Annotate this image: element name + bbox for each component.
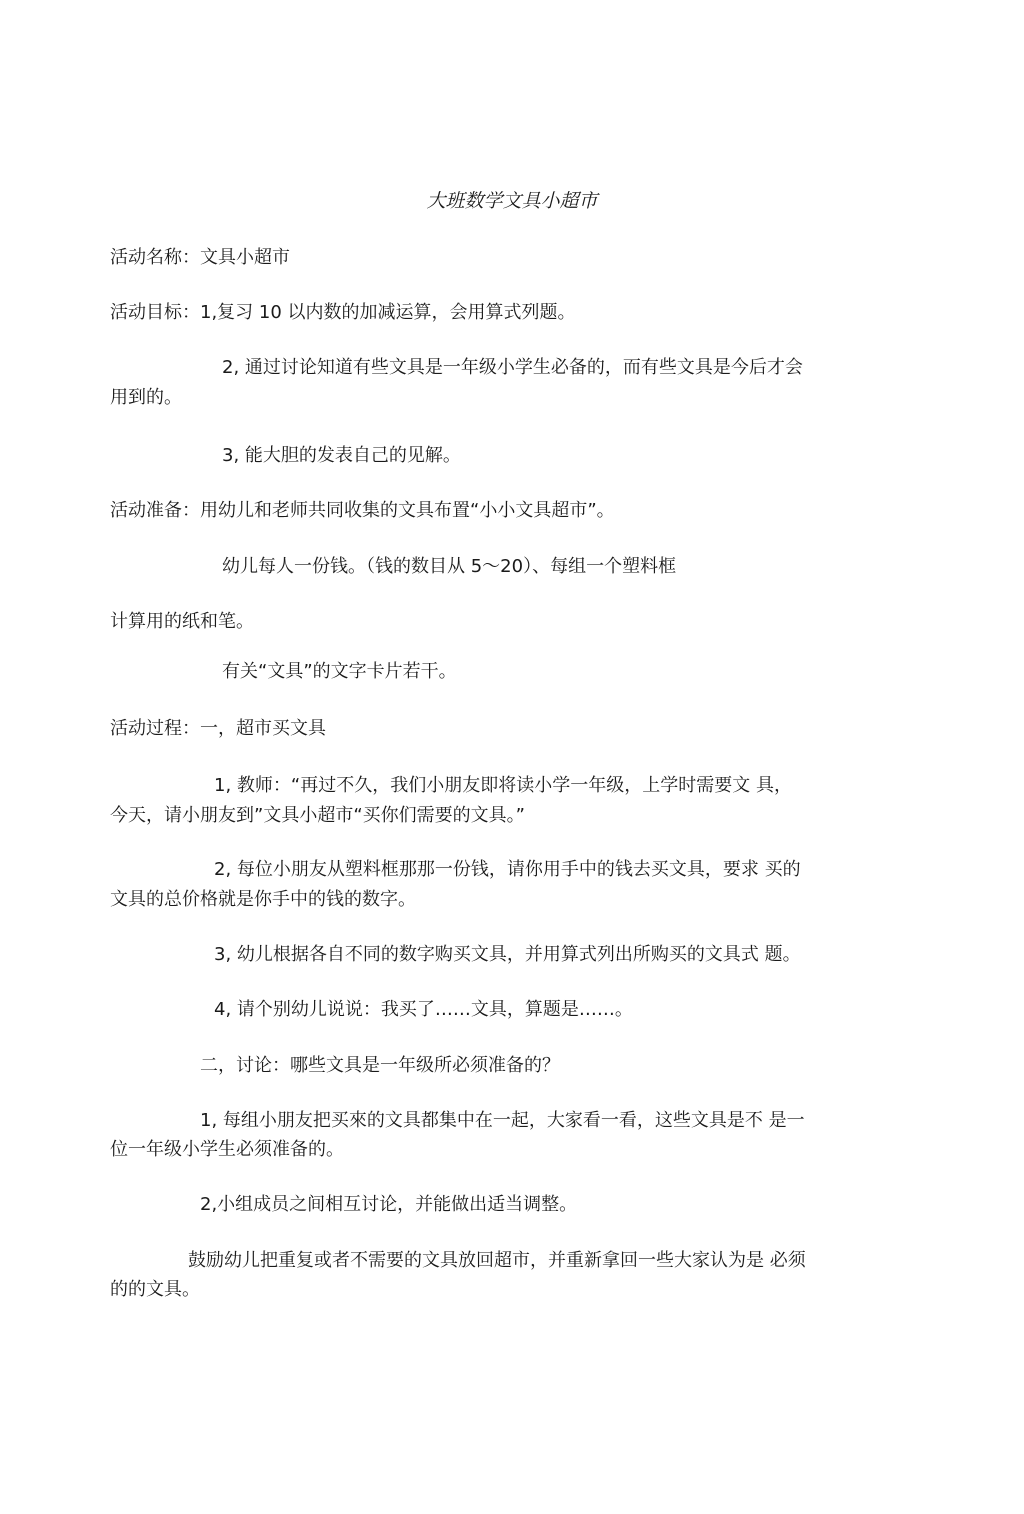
step-2-line1: 2, 每位小朋友从塑料框那那一份钱，请你用手中的钱去买文具，要求 买的: [214, 859, 801, 880]
process-heading: 活动过程：一，超市买文具: [110, 718, 326, 739]
goal-3: 3, 能大胆的发表自己的见解。: [222, 445, 461, 466]
step-1-line1: 1, 教师：“再过不久，我们小朋友即将读小学一年级，上学时需要文 具，: [214, 775, 792, 796]
discuss-1-line1: 1, 每组小朋友把买來的文具都集中在一起，大家看一看，这些文具是不 是一: [200, 1110, 805, 1131]
encourage-line1: 鼓励幼儿把重复或者不需要的文具放回超市，并重新拿回一些大家认为是 必须: [188, 1250, 806, 1271]
goal-1: 活动目标：1,复习 10 以内数的加减运算，会用算式列题。: [110, 302, 576, 323]
discuss-heading: 二，讨论：哪些文具是一年级所必须准备的？: [200, 1055, 560, 1076]
step-4: 4, 请个别幼儿说说：我买了……文具，算题是……。: [214, 999, 633, 1020]
document-title: 大班数学文具小超市: [426, 190, 598, 212]
step-2-line2: 文具的总价格就是你手中的钱的数字。: [110, 889, 416, 910]
goal-2-line1: 2, 通过讨论知道有些文具是一年级小学生必备的，而有些文具是今后才会: [222, 357, 803, 378]
activity-name: 活动名称：文具小超市: [110, 247, 290, 268]
prep-2: 幼儿每人一份钱。（钱的数目从 5～20）、每组一个塑料框: [222, 556, 677, 577]
goal-2-line2: 用到的。: [110, 387, 182, 408]
prep-3: 计算用的纸和笔。: [110, 611, 254, 632]
step-1-line2: 今天，请小朋友到”文具小超市“买你们需要的文具。”: [110, 805, 525, 826]
encourage-line2: 的的文具。: [110, 1279, 200, 1300]
discuss-1-line2: 位一年级小学生必须准备的。: [110, 1139, 344, 1160]
step-3: 3, 幼儿根据各自不同的数字购买文具，并用算式列出所购买的文具式 题。: [214, 944, 801, 965]
prep-4: 有关“文具”的文字卡片若干。: [222, 661, 457, 682]
discuss-2: 2,小组成员之间相互讨论，并能做出适当调整。: [200, 1194, 578, 1215]
prep-1: 活动准备：用幼儿和老师共同收集的文具布置“小小文具超市”。: [110, 500, 615, 521]
